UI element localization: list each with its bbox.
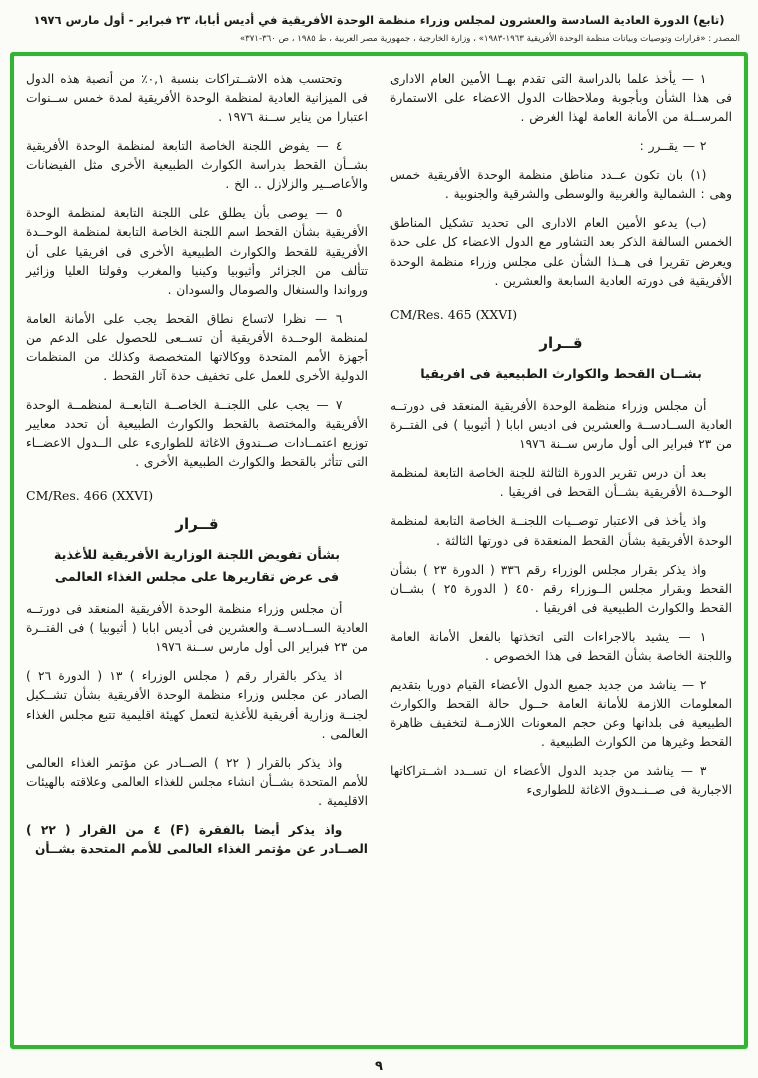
paragraph: أن مجلس وزراء منظمة الوحدة الأفريقية المنعقد فى دورتــه العادية الســادســة والعشرين فى أديس ابابا ( أثيوبيا ) فى الفتــرة من ٢٣ فبراير الى أول مارس ســنة ١٩٧٦ xyxy=(26,602,368,655)
column-right xyxy=(390,70,732,1035)
paragraph: ١ — يشيد بالاجراءات التى اتخذتها بالفعل الأمانة العامة واللجنة الخاصة بشأن القحط فى هذا الخصوص . xyxy=(390,629,732,663)
resolution-subtitle: فى عرض تقاريرها على مجلس الغذاء العالمى xyxy=(54,569,340,585)
paragraph: ٢ — يناشد من جديد جميع الدول الأعضاء القيام دوريا بتقديم المعلومات اللازمة للأمانة العامة حــول حالة القحط والكوارث الطبيعية فى بلدانها وعن حجم المعونات اللازمــة لتخفيف ظاهرة القحط وغيرها من الكوارث الطبيعية . xyxy=(390,677,732,749)
resolution-title: قــرار xyxy=(175,514,219,533)
paragraph: اذ يذكر بالقرار رقم ( مجلس الوزراء ) ١٣ ( الدورة ٢٦ ) الصادر عن مجلس وزراء منظمة الوحدة الأفريقية بشأن تشــكيل لجنــة وزارية أفريقية للأغذية لتعمل كهيئة اقليمية تتبع مجلس الغذاء العالمى . xyxy=(26,669,368,741)
resolution-title: قــرار xyxy=(539,333,583,352)
resolution-ref: CM/Res. 465 (XXVI) xyxy=(390,306,518,322)
paragraph: ٦ — نظرا لاتساع نطاق القحط يجب على الأمانة العامة لمنظمة الوحــدة الأفريقية أن تســعى للحصول على الدعم من أجهزة الأمم المتحدة ووكالاتها المتخصصة وكذلك من المنظمات الدولية الأخرى للعمل على تخفيف حدة آثار القحط . xyxy=(26,311,368,383)
resolution-subtitle: بشأن تفويض اللجنة الوزارية الأفريقية للأغذية xyxy=(53,547,341,563)
paragraph: ١ — يأخذ علما بالدراسة التى تقدم بهــا الأمين العام الادارى فى هذا الشأن وبأجوبة وملاحظات الدول الاعضاء على الاستمارة المرســلة من الأمانة العامة لهذا الغرض . xyxy=(390,72,732,125)
paragraph: واذ يذكر بالقرار ( ٢٢ ) الصــادر عن مؤتمر الغذاء العالمى للأمم المتحدة بشــأن انشاء مجلس للغذاء العالمى وعلاقته بالهيئات الاقليمية . xyxy=(26,755,368,808)
paragraph: ٣ — يناشد من جديد الدول الأعضاء ان تســدد اشــتراكاتها الاجبارية فى صــنــدوق الاغاثة للطوارىء xyxy=(390,763,732,797)
page-footer xyxy=(10,1049,748,1074)
column-left xyxy=(26,70,368,1035)
page-number: ٩ xyxy=(375,1059,383,1074)
resolution-ref: CM/Res. 466 (XXVI) xyxy=(26,487,154,503)
header-source: المصدر : «قرارات وتوصيات وبيانات منظمة الوحدة الأفريقية ١٩٦٣-١٩٨٣» ، وزارة الخارجية ، جمهورية مصر العربية ، ط ١٩٨٥ ، ص ٣٦٠-٣٧١» xyxy=(239,34,740,45)
paragraph: ٧ — يجب على اللجنــة الخاصــة التابعــة لمنظمــة الوحدة الأفريقية والمختصة بالقحط والكوارث الطبيعية أن تحدد معايير توزيع اعتمــادات صــندوق الاغاثة للطوارىء على الــدول الاعضــاء التى تتأثر بالقحط والكوارث الطبيعية الأخرى . xyxy=(26,397,368,469)
paragraph: بعد أن درس تقرير الدورة الثالثة للجنة الخاصة التابعة لمنظمة الوحــدة الأفريقية بشــأن القحط فى افريقيا . xyxy=(390,466,732,500)
paragraph: واذ يأخذ فى الاعتبار توصــيات اللجنــة الخاصة التابعة لمنظمة الوحدة الأفريقية بشأن القحط المنعقدة فى دورتها الثالثة . xyxy=(390,514,732,548)
paragraph: واذ يذكر أيضا بالفقرة (F) ٤ من القرار ( ٢٢ ) الصــادر عن مؤتمر الغذاء العالمى للأمم المتحدة بشــأن xyxy=(26,822,368,856)
paragraph: (١) بان تكون عــدد مناطق منظمة الوحدة الأفريقية خمس وهى : الشمالية والغربية والوسطى والشرقية والجنوبية . xyxy=(390,168,732,202)
paragraph: ٥ — يوصى بأن يطلق على اللجنة التابعة لمنظمة الوحدة الأفريقية بشأن القحط اسم اللجنة الخاصة التابعة لمنظمة الوحــدة الأفريقية للقحط والكوارث الطبيعية الأخرى فى افريقيا على أن تتألف من الجزائر وأثيوبيا وكينيا والمغرب وفولتا العليا وزائير ورواندا والسنغال والصومال والسودان . xyxy=(26,206,368,297)
paragraph: أن مجلس وزراء منظمة الوحدة الأفريقية المنعقد فى دورتــه العادية الســادســة والعشرين فى اديس ابابا ( أثيوبيا ) فى الفتــرة من ٢٣ فبراير الى أول مارس ســنة ١٩٧٦ xyxy=(390,399,732,452)
paragraph: ٢ — يقــرر : xyxy=(639,139,707,154)
paragraph: وتحتسب هذه الاشــتراكات بنسبة ٠,١٪ من أنصبة هذه الدول فى الميزانية العادية لمنظمة الوحدة الأفريقية لمدة خمس ســنوات اعتبارا من يناير ســنة ١٩٧٦ . xyxy=(26,72,368,125)
resolution-subtitle: بشــان القحط والكوارث الطبيعية فى افريقيا xyxy=(420,366,702,382)
two-column-layout xyxy=(26,70,732,1035)
document-header xyxy=(10,12,748,52)
paragraph: (ب) يدعو الأمين العام الادارى الى تحديد تشكيل المناطق الخمس السالفة الذكر بعد التشاور مع الدول الاعضاء كل على حدة ويعرض تقريرا فى هــذا الشأن على مجلس وزراء منظمة الوحدة الأفريقية فى دورته العادية السابعة والعشرين . xyxy=(390,216,732,288)
paragraph: ٤ — يفوض اللجنة الخاصة التابعة لمنظمة الوحدة الأفريقية بشــأن القحط بدراسة الكوارث الطبيعية الأخرى مثل الفيضانات والأعاصــير والزلازل .. الخ . xyxy=(26,139,368,192)
content-border-box xyxy=(10,52,748,1049)
header-title: (تابع) الدورة العادية السادسة والعشرون لمجلس وزراء منظمة الوحدة الأفريقية في أديس أبابا، ٢٣ فبراير - أول مارس ١٩٧٦ xyxy=(33,13,725,27)
paragraph: واذ يذكر بقرار مجلس الوزراء رقم ٣٣٦ ( الدورة ٢٣ ) بشأن القحط وبقرار مجلس الــوزراء رقم ٤٥٠ ( الدورة ٢٥ ) بشــان القحط والكوارث الطبيعية فى افريقيا . xyxy=(390,562,732,615)
